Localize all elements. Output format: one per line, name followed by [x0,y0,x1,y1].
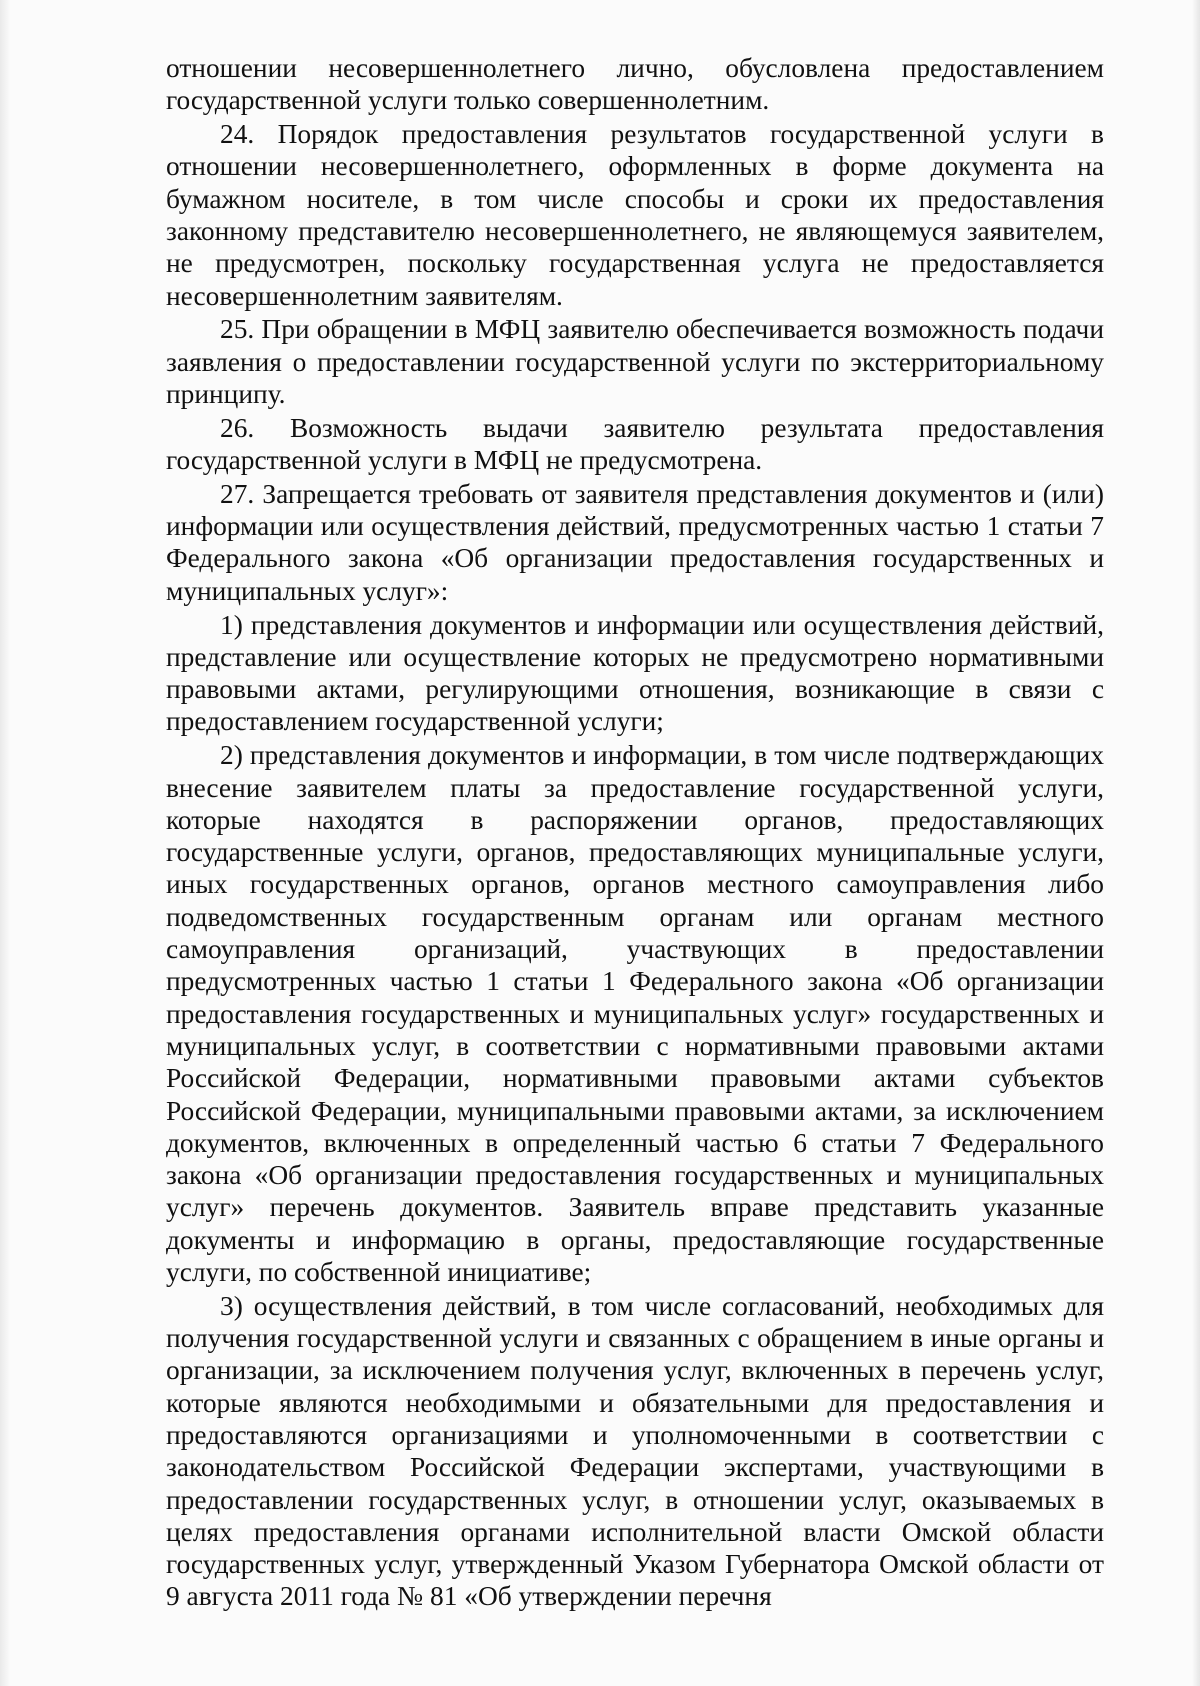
paragraph-continuation: отношении несовершеннолетнего лично, обусловлена предоставлением государственной услуги только совершеннолетним. [166,53,1104,116]
paragraph-item-25: 25. При обращении в МФЦ заявителю обеспечивается возможность подачи заявления о предоставлении государственной услуги по экстерриториальному принципу. [166,314,1104,409]
paragraph-subitem-1: 1) представления документов и информации или осуществления действий, представление или осуществление которых не предусмотрено нормативными правовыми актами, регулирующими отношения, возникающие в связи с предоставлением государственной услуги; [166,609,1104,737]
scan-edge-right [1192,0,1200,1686]
paragraph-item-24: 24. Порядок предоставления результатов государственной услуги в отношении несовершеннолетнего, оформленных в форме документа на бумажном носителе, в том числе способы и сроки их предоставления законному представителю несовершеннолетнего, не являющемуся заявителем, не предусмотрен, поскольку государственная услуга не предоставляется несовершеннолетним заявителям. [166,119,1104,311]
paragraph-subitem-2: 2) представления документов и информации, в том числе подтверждающих внесение заявителем платы за предоставление государственной услуги, которые находятся в распоряжении органов, предоставляющих государственные услуги, органов, предоставляющих муниципальные услуги, иных государственных органов, органов местного самоуправления либо подведомственных государственным органам или органам местного самоуправления организаций, участвующих в предоставлении предусмотренных частью 1 статьи 1 Федерального закона «Об организации предоставления государственных и муниципальных услуг» государственных и муниципальных услуг, в соответствии с нормативными правовыми актами Российской Федерации, нормативными правовыми актами субъектов Российской Федерации, муниципальными правовыми актами, за исключением документов, включенных в определенный частью 6 статьи 7 Федерального закона «Об организации предоставления государственных и муниципальных услуг» перечень документов. Заявитель вправе представить указанные документы и информацию в органы, предоставляющие государственные услуги, по собственной инициативе; [166,740,1104,1287]
paragraph-subitem-3: 3) осуществления действий, в том числе согласований, необходимых для получения государственной услуги и связанных с обращением в иные органы и организации, за исключением получения услуг, включенных в перечень услуг, которые являются необходимыми и обязательными для предоставления и предоставляются организациями и уполномоченными в соответствии с законодательством Российской Федерации экспертами, участвующими в предоставлении государственных услуг, в отношении услуг, оказываемых в целях предоставления органами исполнительной власти Омской области государственных услуг, утвержденный Указом Губернатора Омской области от 9 августа 2011 года № 81 «Об утверждении перечня [166,1290,1104,1612]
document-body [166,52,1104,1614]
paragraph-item-26: 26. Возможность выдачи заявителю результата предоставления государственной услуги в МФЦ не предусмотрена. [166,412,1104,476]
scan-edge-left [0,0,10,1686]
paragraph-item-27: 27. Запрещается требовать от заявителя представления документов и (или) информации или осуществления действий, предусмотренных частью 1 статьи 7 Федерального закона «Об организации предоставления государственных и муниципальных услуг»: [166,478,1104,606]
